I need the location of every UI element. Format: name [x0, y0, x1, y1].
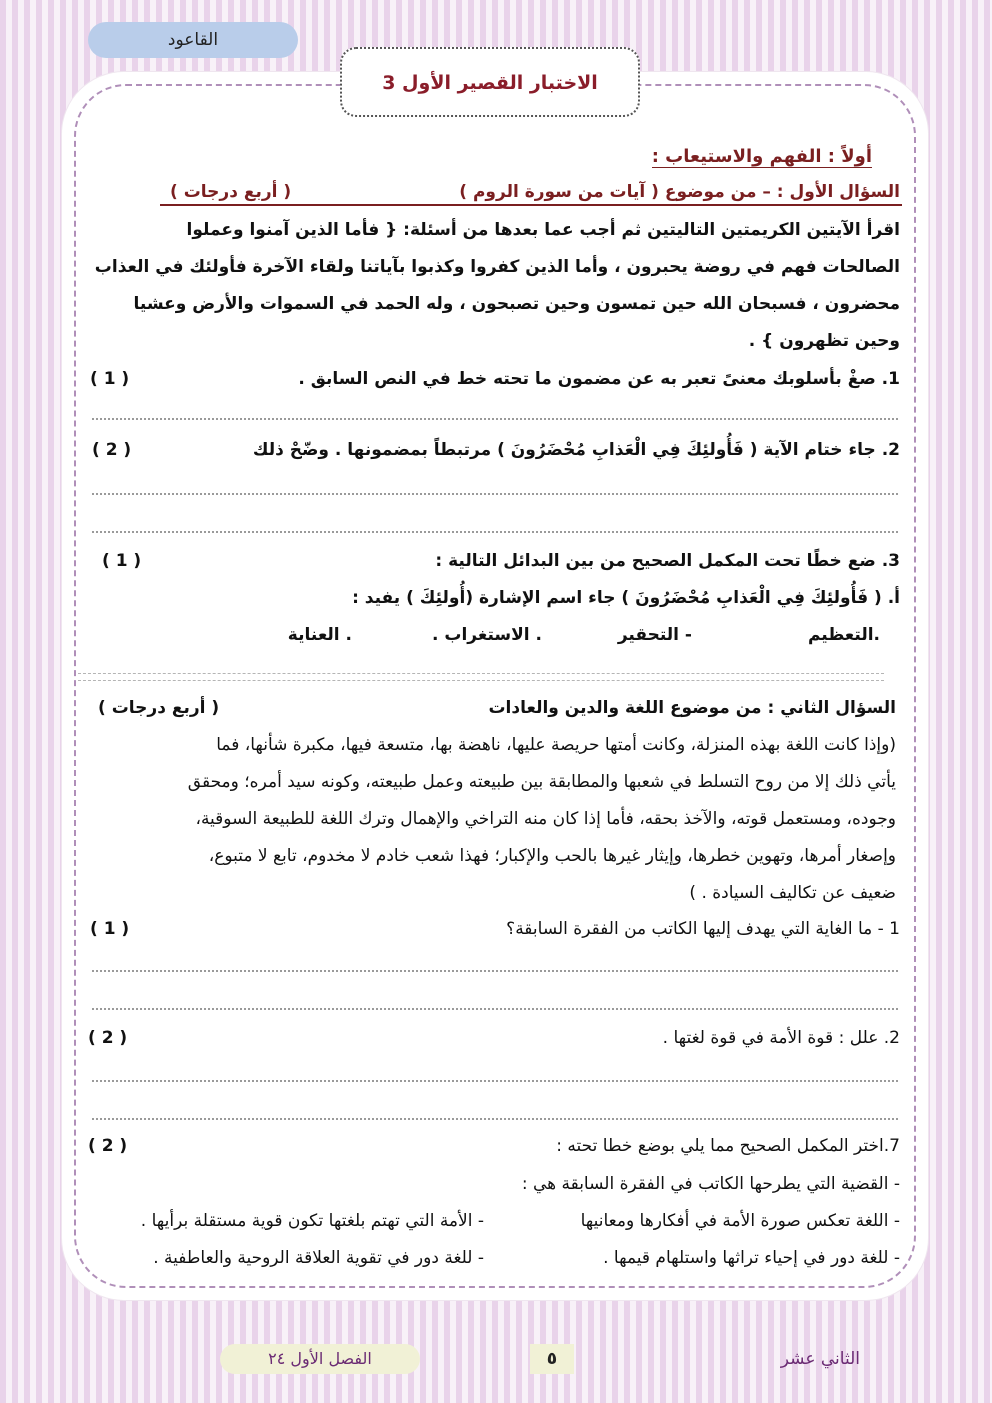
q1-passage-line: محضرون ، فسبحان الله حين تمسون وحين تصبحون ، وله الحمد في السموات والأرض وعشيا	[133, 294, 900, 314]
footer-grade: الثاني عشر	[780, 1349, 860, 1369]
footer-term: الفصل الأول ٢٤	[220, 1344, 420, 1374]
answer-line[interactable]	[92, 1080, 898, 1082]
q1-item1-score: ( 1 )	[90, 369, 130, 389]
answer-line[interactable]	[92, 493, 898, 495]
q2-item2-score: ( 2 )	[88, 1028, 128, 1048]
q2-marks: ( أربع درجات )	[98, 698, 220, 718]
q2-option[interactable]: - للغة دور في تقوية العلاقة الروحية والعاطفية .	[153, 1248, 484, 1268]
q1-option[interactable]: - التحقير	[617, 625, 692, 645]
q1-option[interactable]: .التعظيم	[807, 625, 880, 645]
q1-item1-text: 1. صغْ بأسلوبك معنىً تعبر به عن مضمون ما تحته خط في النص السابق .	[298, 369, 900, 389]
q1-option[interactable]: . الاستغراب .	[432, 625, 542, 645]
section-separator	[78, 673, 884, 681]
q1-passage-line: اقرأ الآيتين الكريمتين التاليتين ثم أجب عما بعدها من أسئلة: { فأما الذين آمنوا وعملوا	[186, 220, 900, 240]
answer-line[interactable]	[92, 970, 898, 972]
q1-passage-line: الصالحات فهم في روضة يحبرون ، وأما الذين كفروا وكذبوا بآياتنا ولقاء الآخرة فأولئك في العذاب	[94, 257, 900, 277]
q2-option[interactable]: - اللغة تعكس صورة الأمة في أفكارها ومعانيها	[580, 1211, 900, 1231]
q2-passage-line: ضعيف عن تكاليف السيادة . )	[689, 883, 896, 903]
answer-line[interactable]	[92, 1118, 898, 1120]
q1-heading-underline	[160, 204, 902, 206]
q2-item1-score: ( 1 )	[90, 919, 130, 939]
q1-passage-line: وحين تظهرون } .	[748, 331, 900, 351]
q2-passage-line: وإصغار أمرها، وتهوين خطرها، وإيثار غيرها بالحب والإكبار؛ فهذا شعب خادم لا مخدوم، تابع لا متبوع،	[208, 846, 896, 866]
q2-passage-line: (وإذا كانت اللغة بهذه المنزلة، وكانت أمتها حريصة عليها، ناهضة بها، متسعة فيها، مكبرة شأنها، فما	[216, 735, 896, 755]
q2-item2-text: 2. علل : قوة الأمة في قوة لغتها .	[662, 1028, 900, 1048]
q1-item3-score: ( 1 )	[102, 551, 142, 571]
q2-item1-text: 1 - ما الغاية التي يهدف إليها الكاتب من الفقرة السابقة؟	[506, 919, 900, 939]
q1-item2-score: ( 2 )	[92, 440, 132, 460]
q1-heading: السؤال الأول : – من موضوع ( آيات من سورة الروم )	[459, 182, 900, 202]
q1-option[interactable]: . العناية	[287, 625, 352, 645]
q2-heading: السؤال الثاني : من موضوع اللغة والدين والعادات	[488, 698, 896, 718]
page-number: ٥	[530, 1344, 574, 1374]
q2-option[interactable]: - الأمة التي تهتم بلغتها تكون قوية مستقلة برأيها .	[140, 1211, 484, 1231]
q2-passage-line: يأتي ذلك إلا من روح التسلط في شعبها والمطابقة بين طبيعته وعمل طبيعته، وكونه سيد أمره؛ ومحقق	[187, 772, 896, 792]
section-heading: أولاً : الفهم والاستيعاب :	[651, 146, 872, 167]
q2-option[interactable]: - للغة دور في إحياء تراثها واستلهام قيمها .	[603, 1248, 900, 1268]
q2-item7-text: 7.اختر المكمل الصحيح مما يلي بوضع خطا تحته :	[556, 1136, 900, 1156]
page-title: الاختبار القصير الأول 3	[340, 47, 640, 117]
q1-item3-text: 3. ضع خطًا تحت المكمل الصحيح من بين البدائل التالية :	[435, 551, 900, 571]
answer-line[interactable]	[92, 418, 898, 420]
q2-item7-stem: - القضية التي يطرحها الكاتب في الفقرة السابقة هي :	[521, 1174, 900, 1194]
q2-passage-line: وجوده، ومستعمل قوته، والآخذ بحقه، فأما إذا كان منه التراخي والإهمال وترك اللغة للطبيعة السوقية،	[195, 809, 896, 829]
answer-line[interactable]	[92, 531, 898, 533]
header-tag: القاعود	[88, 22, 298, 58]
q1-marks: ( أربع درجات )	[170, 182, 292, 202]
q1-item3-sub: أ. ( فَأُولئِكَ فِي الْعَذابِ مُحْضَرُونَ ) جاء اسم الإشارة (أُولئِكَ ) يفيد :	[352, 588, 900, 608]
q1-item2-text: 2. جاء ختام الآية ( فَأُولئِكَ فِي الْعَذابِ مُحْضَرُونَ ) مرتبطاً بمضمونها . وضّحْ ذلك	[252, 440, 900, 460]
q2-item7-score: ( 2 )	[88, 1136, 128, 1156]
answer-line[interactable]	[92, 1008, 898, 1010]
